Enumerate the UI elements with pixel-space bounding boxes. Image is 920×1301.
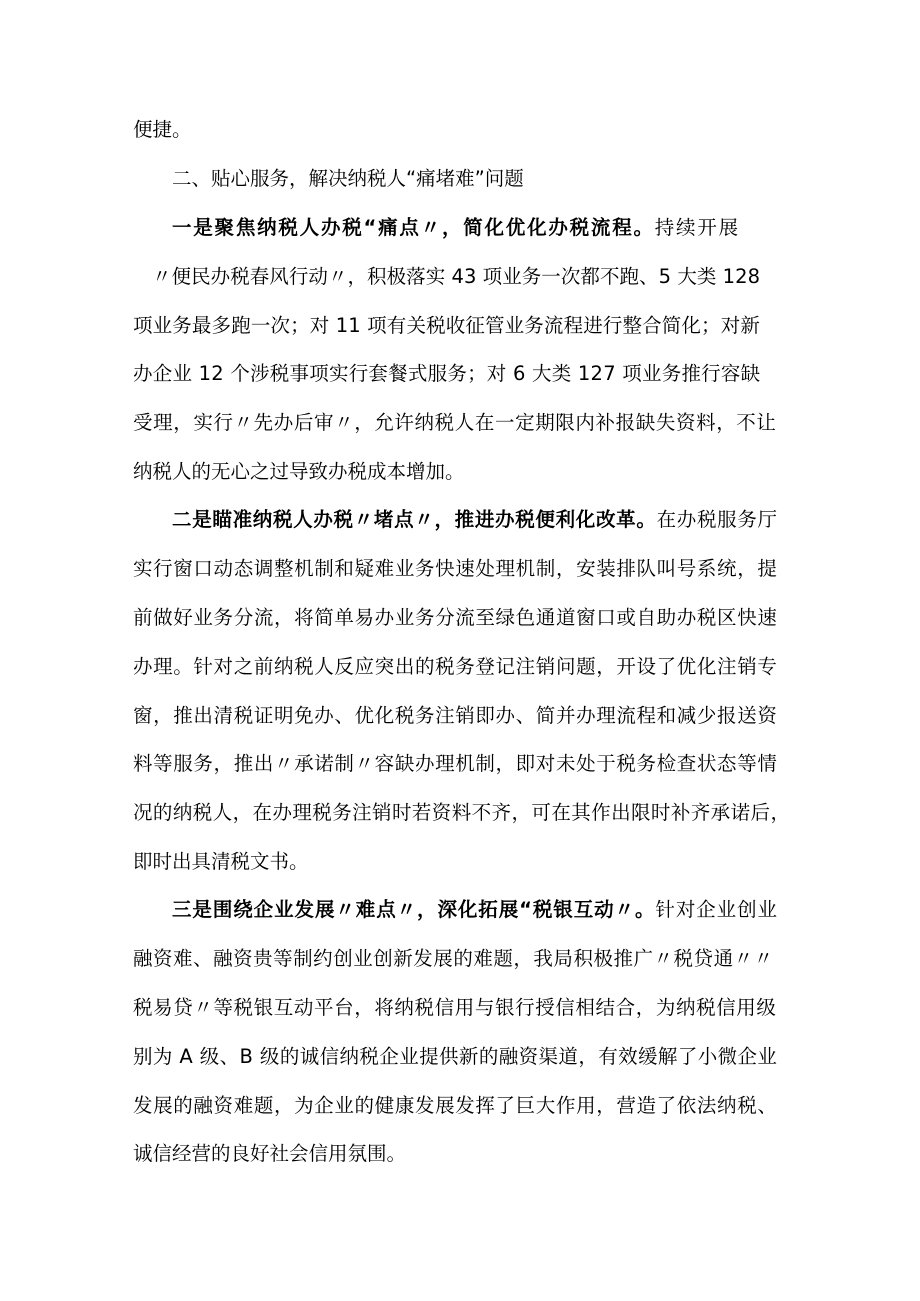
text-line — [133, 655, 777, 679]
text-run: 即时出具清税文书。 — [133, 850, 309, 873]
text-run: 前做好业务分流，将简单易办业务分流至绿色通道窗口或自助办税区快速 — [133, 606, 778, 629]
text-run: 受理，实行〃先办后审〃，允许纳税人在一定期限内补报缺失资料，不让 — [133, 411, 777, 434]
text-run: 别为 A 级、B 级的诚信纳税企业提供新的融资渠道，有效缓解了小微企业 — [133, 1045, 778, 1068]
bold-lead-phrase: 三是围绕企业发展〃难点〃，深化拓展“税银互动〃。 — [172, 898, 656, 921]
bold-lead-phrase: 一是聚焦纳税人办税“痛点〃，简化优化办税流程。 — [172, 216, 655, 239]
text-run: 发展的融资难题，为企业的健康发展发挥了巨大作用，营造了依法纳税、 — [133, 1094, 778, 1117]
text-line — [152, 265, 760, 289]
text-line — [133, 752, 777, 776]
text-line — [172, 898, 778, 922]
text-run: 纳税人的无心之过导致办税成本增加。 — [133, 460, 465, 483]
text-line — [172, 167, 524, 191]
text-run: 项业务最多跑一次；对 11 项有关税收征管业务流程进行整合简化；对新 — [133, 314, 760, 337]
text-line — [133, 801, 790, 825]
text-line — [133, 1142, 406, 1166]
text-run: 便捷。 — [133, 118, 192, 141]
text-run: 诚信经营的良好社会信用氛围。 — [133, 1142, 407, 1165]
text-line — [172, 508, 778, 532]
text-run: 办企业 12 个涉税事项实行套餐式服务；对 6 大类 127 项业务推行容缺 — [133, 362, 761, 385]
text-run: 窗，推出清税证明免办、优化税务注销即办、简并办理流程和减少报送资 — [133, 704, 778, 727]
text-line — [133, 460, 465, 484]
text-line — [133, 1045, 777, 1069]
text-line — [133, 850, 309, 874]
text-run: 针对企业创业 — [655, 898, 778, 921]
bold-lead-phrase: 二是瞄准纳税人办税〃堵点〃，推进办税便利化改革。 — [172, 508, 657, 531]
text-line — [133, 996, 777, 1020]
text-run: 持续开展 — [654, 216, 740, 239]
text-run: 实行窗口动态调整机制和疑难业务快速处理机制，安装排队叫号系统，提 — [133, 557, 778, 580]
text-run: 融资难、融资贵等制约创业创新发展的难题，我局积极推广〃税贷通〃〃 — [133, 947, 774, 970]
text-line — [172, 216, 740, 240]
text-run: 在办税服务厅 — [656, 508, 778, 531]
text-run: 况的纳税人，在办理税务注销时若资料不齐，可在其作出限时补齐承诺后， — [133, 801, 791, 824]
text-run: 税易贷〃等税银互动平台，将纳税信用与银行授信相结合，为纳税信用级 — [133, 996, 777, 1019]
text-line — [133, 557, 777, 581]
text-line — [133, 606, 777, 630]
text-line — [133, 362, 760, 386]
text-line — [133, 704, 777, 728]
text-run: 〃便民办税春风行动〃，积极落实 43 项业务一次都不跑、5 大类 128 — [152, 265, 761, 288]
text-run: 料等服务，推出〃承诺制〃容缺办理机制，即对未处于税务检查状态等情 — [133, 752, 778, 775]
text-line — [133, 947, 774, 971]
text-line — [133, 118, 192, 142]
text-line — [133, 314, 760, 338]
text-run: 办理。针对之前纳税人反应突出的税务登记注销问题，开设了优化注销专 — [133, 655, 778, 678]
text-run: 二、贴心服务，解决纳税人“痛堵难”问题 — [172, 167, 524, 190]
text-line — [133, 1094, 777, 1118]
text-line — [133, 411, 777, 435]
